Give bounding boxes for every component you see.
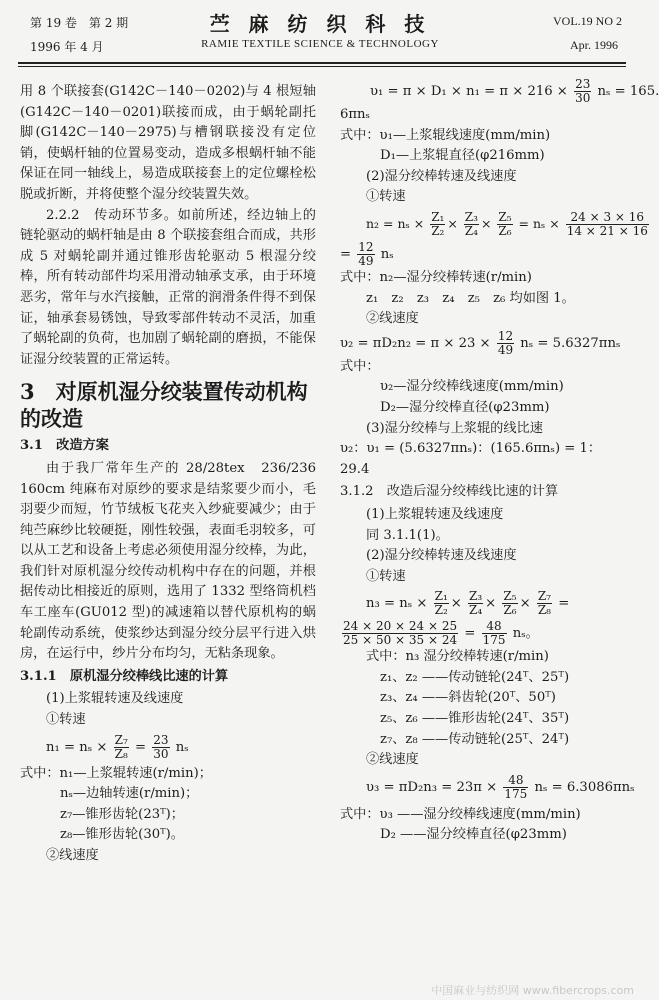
denominator: Z₆ bbox=[503, 603, 517, 618]
definition: z₃、z₄ ——斜齿轮(20ᵀ、50ᵀ) bbox=[380, 690, 556, 706]
date-cn: 1996 年 4 月 bbox=[30, 40, 104, 54]
numerator: Z₃ bbox=[464, 209, 478, 224]
fraction bbox=[497, 211, 512, 238]
numerator: 48 bbox=[503, 774, 528, 788]
formula-continuation: 29.4 bbox=[340, 461, 370, 477]
fraction bbox=[342, 620, 458, 647]
subheading: (2)湿分绞棒转速及线速度 bbox=[366, 548, 517, 564]
formula-text: = bbox=[464, 626, 476, 642]
numerator: 23 bbox=[575, 77, 591, 91]
formula-text: υ₂ = πD₂n₂ = π × 23 × bbox=[340, 335, 491, 351]
subheading: ①转速 bbox=[46, 712, 86, 728]
formula-text: = bbox=[340, 246, 352, 262]
definition: 式中：n₁—上浆辊转速(r/min)； bbox=[20, 765, 212, 781]
section-heading-3-1: 3.1 改造方案 bbox=[20, 438, 109, 454]
section-heading-3: 3 对原机湿分绞装置传动机构的改造 bbox=[20, 379, 308, 432]
journal-title-cn: 苎 麻 纺 织 科 技 bbox=[209, 12, 431, 36]
formula-text: nₛ bbox=[175, 739, 189, 755]
fraction bbox=[152, 734, 169, 761]
formula-v3 bbox=[340, 772, 635, 801]
denominator: 175 bbox=[504, 786, 528, 801]
numerator: 24 × 3 × 16 bbox=[566, 211, 649, 225]
date-en: Apr. 1996 bbox=[570, 38, 618, 52]
denominator: 30 bbox=[153, 746, 169, 761]
numerator: 24 × 20 × 24 × 25 bbox=[343, 619, 458, 634]
denominator: Z₄ bbox=[469, 603, 483, 618]
formula-text: = bbox=[134, 739, 147, 755]
definition: 式中：n₃ 湿分绞棒转速(r/min) bbox=[366, 649, 549, 665]
denominator: 49 bbox=[497, 342, 514, 357]
fraction bbox=[574, 78, 591, 105]
fraction bbox=[482, 620, 507, 647]
formula-text: υ₃ = πD₂n₃ = 23π × bbox=[366, 779, 498, 795]
numerator: Z₁ bbox=[434, 589, 448, 604]
fraction bbox=[434, 590, 449, 617]
formula-text: nₛ bbox=[380, 246, 394, 262]
numerator: 12 bbox=[497, 328, 514, 343]
denominator: 49 bbox=[358, 253, 374, 268]
volume-issue-en: VOL.19 NO 2 bbox=[553, 14, 622, 28]
paragraph-3-1: 由于我厂常年生产的 28/28tex 236/236 160cm 纯麻布对原纱的要求是结浆要少而小，毛羽要少而短，竹节绒板飞花夹入纱疵要减少；由于纯苎麻纱比较硬挺，刚性较强，表面毛羽较多，可以从工艺和设备上考虑必须使用湿分绞棒，为此，我们针对原机湿分绞传动机构中存在的问题，并根据传动比相接近的原则，选用了 1332 型络筒机档车工座车(GU012 型)的减速箱以替代原机构的蜗轮副传动系统，使浆纱达到湿分绞分层平行进入烘房，在运行中，纱片分布均匀，无粘条现象。 bbox=[20, 460, 316, 662]
subheading: ②线速度 bbox=[46, 848, 99, 863]
subheading: (2)湿分绞棒转速及线速度 bbox=[366, 168, 517, 184]
formula-text: nₛ = 6.3086πnₛ bbox=[534, 779, 635, 795]
definition: 式中：n₂—湿分绞棒转速(r/min) bbox=[340, 269, 532, 285]
numerator: 23 bbox=[153, 732, 169, 747]
definition: z₇、z₈ ——传动链轮(25ᵀ、24ᵀ) bbox=[380, 731, 570, 747]
header-rule-thin bbox=[18, 66, 626, 67]
fraction bbox=[497, 330, 514, 357]
volume-issue-cn: 第 19 卷 第 2 期 bbox=[30, 16, 129, 30]
formula-n3-result bbox=[340, 620, 630, 647]
definition: z₁、z₂ ——传动链轮(24ᵀ、25ᵀ) bbox=[380, 669, 570, 685]
fraction bbox=[502, 590, 517, 617]
definition: 式中：υ₁—上浆辊线速度(mm/min) bbox=[340, 127, 551, 143]
watermark: 中国麻业与纺织网 www.fibercrops.com bbox=[431, 984, 634, 997]
paragraph-2-2-2: 2.2.2 传动环节多。如前所述，经边轴上的链轮驱动的蜗杆轴是由 8 个联接套组合而成，共形成 5 对蜗轮副并通过锥形齿轮驱动 5 根湿分绞棒，所有转动部件均采用滑动轴承支承，由于环境恶劣，常年与水汽接触，正常的润滑条件得不到保证，轴承套易锈蚀，导致零部件转动不灵活，加重了蜗轮副的负荷，也加剧了蜗轮副的磨损，不能保证湿分绞装置的正常运转。 bbox=[20, 207, 316, 367]
denominator: Z₄ bbox=[464, 223, 478, 238]
definition: 式中： bbox=[340, 358, 380, 374]
formula-n2-result bbox=[340, 241, 630, 268]
fraction bbox=[537, 590, 552, 617]
formula-v2 bbox=[340, 330, 630, 357]
fraction bbox=[566, 211, 649, 238]
left-column bbox=[20, 82, 316, 867]
denominator: 25 × 50 × 35 × 24 bbox=[343, 633, 458, 648]
formula-n1 bbox=[20, 734, 316, 761]
definition: D₂—湿分绞棒直径(φ23mm) bbox=[380, 399, 550, 415]
numerator: Z₇ bbox=[537, 589, 551, 604]
formula-text: nₛ = 5.6327πnₛ bbox=[520, 335, 621, 351]
right-column bbox=[340, 77, 659, 846]
formula-text: = nₛ × bbox=[518, 215, 560, 231]
definition: D₂ ——湿分绞棒直径(φ23mm) bbox=[380, 827, 567, 843]
definition: 式中：υ₃ ——湿分绞棒线速度(mm/min) bbox=[340, 806, 581, 822]
definition: D₁—上浆辊直径(φ216mm) bbox=[380, 148, 545, 164]
denominator: 175 bbox=[482, 633, 506, 648]
numerator: Z₁ bbox=[431, 209, 445, 224]
fraction bbox=[503, 774, 528, 801]
denominator: Z₂ bbox=[434, 603, 448, 618]
subheading: ①转速 bbox=[366, 189, 406, 205]
subheading: (3)湿分绞棒与上浆辊的线比速 bbox=[366, 420, 543, 436]
formula-continuation: 6πnₛ bbox=[340, 107, 370, 122]
numerator: Z₃ bbox=[469, 589, 483, 604]
numerator: 48 bbox=[482, 620, 507, 634]
formula-text: = bbox=[558, 596, 570, 612]
formula-text: n₃ = nₛ × bbox=[366, 596, 428, 612]
formula-n3: n₃ = nₛ × $\frac{\text{Z₁}}{\text{Z₂}}$ × $\frac{\text{Z₃}}{\text{Z₄}}$ × $\frac{\text{Z₅}}{\text{Z₆}}$ × $\frac{\text{Z₇}}{\text{Z₈}}$ = bbox=[366, 589, 570, 618]
fraction bbox=[464, 211, 479, 238]
subheading: ①转速 bbox=[366, 568, 406, 584]
subheading: ②线速度 bbox=[366, 311, 419, 327]
section-heading-3-1-2: 3.1.2 改造后湿分绞棒线比速的计算 bbox=[340, 484, 559, 500]
fraction bbox=[357, 241, 374, 268]
formula-text: υ₁ = π × D₁ × n₁ = π × 216 × bbox=[370, 84, 568, 99]
page-header bbox=[0, 0, 640, 64]
header-rule-thick bbox=[18, 62, 626, 64]
numerator: Z₅ bbox=[503, 589, 517, 604]
formula-text: n₁ = nₛ × bbox=[46, 739, 108, 755]
numerator: Z₅ bbox=[498, 209, 512, 224]
fraction bbox=[468, 590, 483, 617]
formula-text: n₂ = nₛ × bbox=[366, 215, 425, 231]
formula-text: nₛ = 165. bbox=[597, 84, 659, 99]
subheading: 同 3.1.1(1)。 bbox=[366, 527, 449, 543]
definition: nₛ—边轴转速(r/min)； bbox=[60, 786, 199, 802]
fraction bbox=[114, 734, 129, 761]
journal-title-en: RAMIE TEXTILE SCIENCE & TECHNOLOGY bbox=[201, 38, 439, 50]
subheading: ②线速度 bbox=[366, 752, 419, 768]
numerator: 12 bbox=[358, 239, 374, 254]
numerator: Z₇ bbox=[114, 732, 128, 747]
formula-text: nₛ。 bbox=[512, 626, 539, 642]
definition: υ₂—湿分绞棒线速度(mm/min) bbox=[380, 379, 564, 395]
definition: z₅、z₆ ——锥形齿轮(24ᵀ、35ᵀ) bbox=[380, 711, 570, 727]
denominator: Z₂ bbox=[431, 223, 445, 238]
formula-ratio: υ₂：υ₁ = (5.6327πnₛ)：(165.6πnₛ) = 1： bbox=[340, 441, 602, 457]
denominator: Z₆ bbox=[498, 223, 512, 238]
subheading: (1)上浆辊转速及线速度 bbox=[366, 506, 504, 522]
definition: z₁ z₂ z₃ z₄ z₅ z₆ 均如图 1。 bbox=[366, 290, 575, 306]
definition: z₇—锥形齿轮(23ᵀ)； bbox=[60, 806, 184, 822]
fraction bbox=[430, 211, 445, 238]
denominator: Z₈ bbox=[537, 603, 551, 618]
formula-v1 bbox=[340, 77, 659, 105]
section-heading-3-1-1: 3.1.1 原机湿分绞棒线比速的计算 bbox=[20, 668, 229, 684]
formula-n2: n₂ = nₛ × $\frac{\text{Z₁}}{\text{Z₂}}$ × $\frac{\text{Z₃}}{\text{Z₄}}$ × $\frac{\text{Z₅}}{\text{Z₆}}$ = nₛ × $\frac{24 \times 3 \times 16}{14 \times 21 \times 16}$ bbox=[366, 209, 648, 238]
denominator: Z₈ bbox=[114, 746, 128, 761]
denominator: 30 bbox=[575, 91, 591, 105]
subheading: (1)上浆辊转速及线速度 bbox=[46, 691, 184, 707]
denominator: 14 × 21 × 16 bbox=[566, 223, 648, 238]
definition: z₈—锥形齿轮(30ᵀ)。 bbox=[60, 827, 184, 843]
paragraph: 用 8 个联接套(G142C－140－0202)与 4 根短轴(G142C－140－0201)联接而成，由于蜗轮副托脚(G142C－140－2975)与槽钢联接没有定位销，使蜗杆轴的位置易变动，造成多根蜗杆轴不能保证在同一轴线上，易造成联接套上的定位螺栓松脱或折断，并将使整个湿分绞装置失效。 bbox=[20, 84, 316, 202]
